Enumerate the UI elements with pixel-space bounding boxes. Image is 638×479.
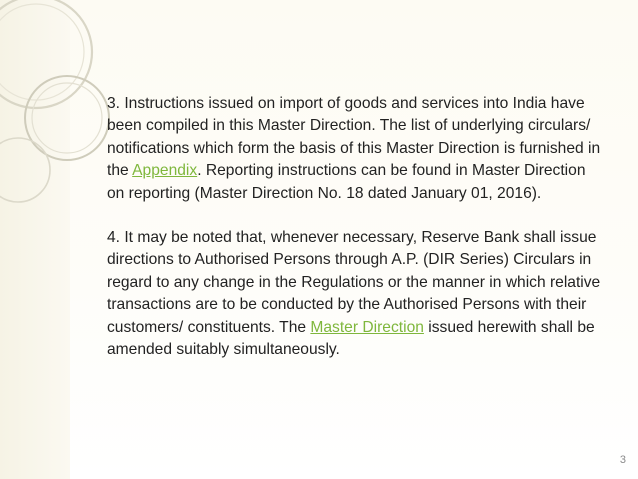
slide-body [107, 93, 607, 361]
page-number: 3 [619, 454, 626, 466]
small-ring [0, 138, 50, 202]
paragraph-4-text-before: 4. It may be noted that, whenever necessary, Reserve Bank shall issue directions to Authorised Persons through A.P. (DIR Series) Circulars in regard to any change in the Regulations or the manner in which relative transactions are to be conducted by the Authorised Persons with their customers/ constituents. The [107, 229, 601, 336]
master-direction-link[interactable]: Master Direction [310, 318, 424, 336]
large-ring [0, 0, 92, 108]
medium-ring-inner [32, 83, 102, 153]
paragraph-3 [107, 93, 607, 205]
large-ring-inner [0, 4, 84, 100]
paragraph-4 [107, 227, 607, 361]
paragraph-3-text-after: . Reporting instructions can be found in Master Direction on reporting (Master Direction No. 18 dated January 01, 2016). [107, 162, 586, 202]
paragraph-3-text-before: 3. Instructions issued on import of goods and services into India have been compiled in this Master Direction. The list of underlying circulars/ notifications which form the basis of this Master Direction is furnished in the [107, 95, 601, 180]
appendix-link[interactable]: Appendix [132, 162, 198, 180]
paragraph-4-text-after: issued herewith shall be amended suitably simultaneously. [107, 318, 595, 359]
